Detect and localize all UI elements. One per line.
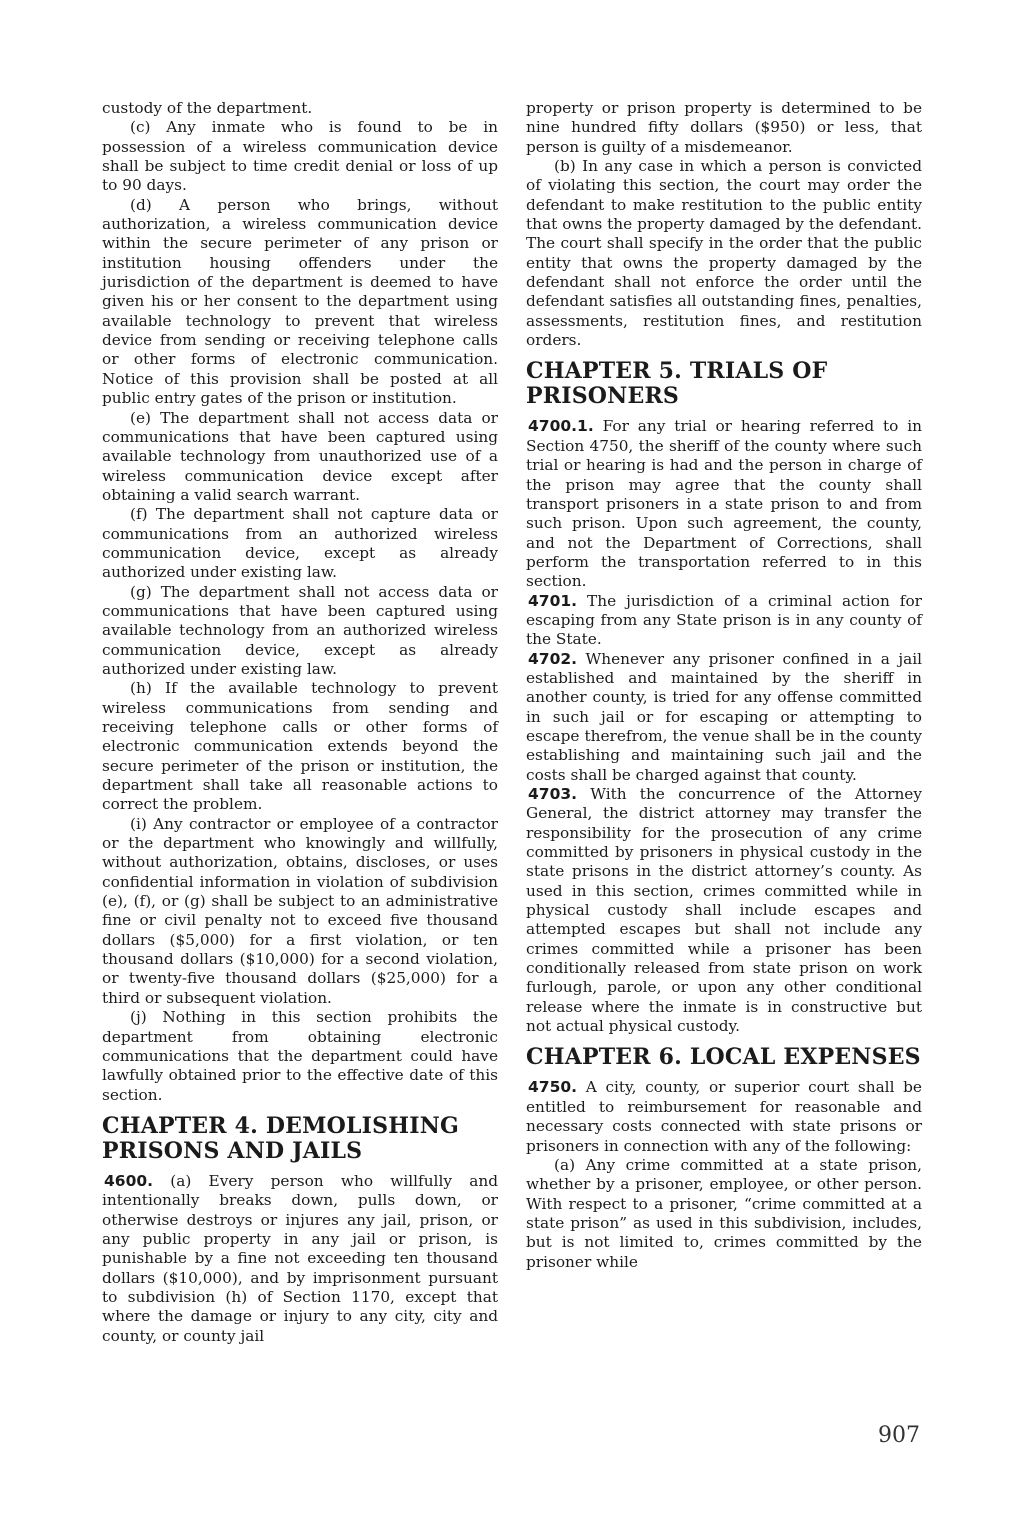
paragraph-d: (d) A person who brings, without authorization, a wireless communication device within the secure perimeter of any prison or institution housing offenders under the jurisdiction of the department is deemed to have given his or her consent to the department using available technology to prevent that wireless device from sending or receiving telephone calls or other forms of electronic communication. Notice of this provision shall be posted at all public entry gates of the prison or institution.	[102, 195, 498, 408]
section-number: 4750.	[528, 1078, 578, 1097]
section-text: For any trial or hearing referred to in Section 4750, the sheriff of the county where such trial or hearing is had and the person in charge of the prison may agree that the county shall transport prisoners in a state prison to and from such prison. Upon such agreement, the county, and not the Department of Corrections, shall perform the transportation referred to in this section.	[526, 417, 922, 591]
section-4700-1	[526, 417, 922, 591]
paragraph-i: (i) Any contractor or employee of a contractor or the department who knowingly and willfully, without authorization, obtains, discloses, or uses confidential information in violation of subdivision (e), (f), or (g) shall be subject to an administrative fine or civil penalty not to exceed five thousand dollars ($5,000) for a first violation, or ten thousand dollars ($10,000) for a second violation, or twenty-five thousand dollars ($25,000) for a third or subsequent violation.	[102, 814, 498, 1007]
section-number: 4702.	[528, 649, 578, 668]
paragraph-continuation: property or prison property is determined to be nine hundred fifty dollars ($950) or less, that person is guilty of a misdemeanor.	[526, 99, 922, 156]
paragraph-b: (b) In any case in which a person is convicted of violating this section, the court may order the defendant to make restitution to the public entity that owns the property damaged by the defendant. The court shall specify in the order that the public entity that owns the property damaged by the defendant shall not enforce the order until the defendant satisfies all outstanding fines, penalties, assessments, restitution fines, and restitution orders.	[526, 157, 922, 350]
paragraph-h: (h) If the available technology to prevent wireless communications from sending and receiving telephone calls or other forms of electronic communication extends beyond the secure perimeter of the prison or institution, the department shall take all reasonable actions to correct the problem.	[102, 679, 498, 814]
paragraph-e: (e) The department shall not access data or communications that have been captured using available technology from unauthorized use of a wireless communication device except after obtaining a valid search warrant.	[102, 408, 498, 504]
chapter-6-heading: CHAPTER 6. LOCAL EXPENSES	[526, 1044, 921, 1071]
section-4703	[526, 785, 922, 1036]
section-number: 4703.	[528, 785, 578, 803]
section-text: Whenever any prisoner confined in a jail established and maintained by the sheriff in another county, is tried for any offense committed in such jail or for escaping or attempting to escape therefrom, the venue shall be in the county establishing and maintaining such jail and the costs shall be charged against that county.	[526, 649, 922, 784]
right-column	[526, 99, 922, 1272]
section-4750	[526, 1078, 922, 1155]
section-4600	[102, 1172, 498, 1346]
paragraph-c: (c) Any inmate who is found to be in possession of a wireless communication device shall be subject to time credit denial or loss of up to 90 days.	[102, 118, 498, 195]
page-number: 907	[878, 1423, 920, 1448]
paragraph-a: (a) Any crime committed at a state prison, whether by a prisoner, employee, or other person. With respect to a prisoner, “crime committed at a state prison” as used in this subdivision, includes, but is not limited to, crimes committed by the prisoner while	[526, 1155, 922, 1271]
chapter-4-heading: CHAPTER 4. DEMOLISHING PRISONS AND JAILS	[102, 1112, 460, 1164]
section-4701	[526, 592, 922, 650]
paragraph-f: (f) The department shall not capture data or communications from an authorized wireless communication device, except as already authorized under existing law.	[102, 505, 498, 582]
section-number: 4700.1.	[528, 417, 594, 436]
chapter-5-heading: CHAPTER 5. TRIALS OF PRISONERS	[526, 358, 828, 410]
paragraph-j: (j) Nothing in this section prohibits the department from obtaining electronic communications that the department could have lawfully obtained prior to the effective date of this section.	[102, 1008, 498, 1104]
section-number: 4600.	[104, 1171, 154, 1190]
section-text: The jurisdiction of a criminal action for escaping from any State prison is in any county of the State.	[526, 591, 922, 649]
left-column	[102, 99, 498, 1346]
paragraph-g: (g) The department shall not access data or communications that have been captured using available technology from an authorized wireless communication device, except as already authorized under existing law.	[102, 582, 498, 678]
section-text: With the concurrence of the Attorney General, the district attorney may transfer the responsibility for the prosecution of any crime committed by prisoners in physical custody in the state prisons in the district attorney’s county. As used in this section, crimes committed while in physical custody shall include escapes and attempted escapes but shall not include any crimes committed while a prisoner has been conditionally released from state prison on work furlough, parole, or upon any other conditional release where the inmate is in constructive but not actual physical custody.	[526, 785, 922, 1036]
section-text: A city, county, or superior court shall be entitled to reimbursement for reasonable and necessary costs connected with state prisons or prisoners in connection with any of the following:	[526, 1078, 922, 1155]
section-number: 4701.	[528, 591, 578, 610]
section-4702	[526, 650, 922, 785]
paragraph-continuation: custody of the department.	[102, 99, 313, 117]
section-text: (a) Every person who willfully and intentionally breaks down, pulls down, or otherwise destroys or injures any jail, prison, or any public property in any jail or prison, is punishable by a fine not exceeding ten thousand dollars ($10,000), and by imprisonment pursuant to subdivision (h) of Section 1170, except that where the damage or injury to any city, city and county, or county jail	[102, 1171, 498, 1345]
